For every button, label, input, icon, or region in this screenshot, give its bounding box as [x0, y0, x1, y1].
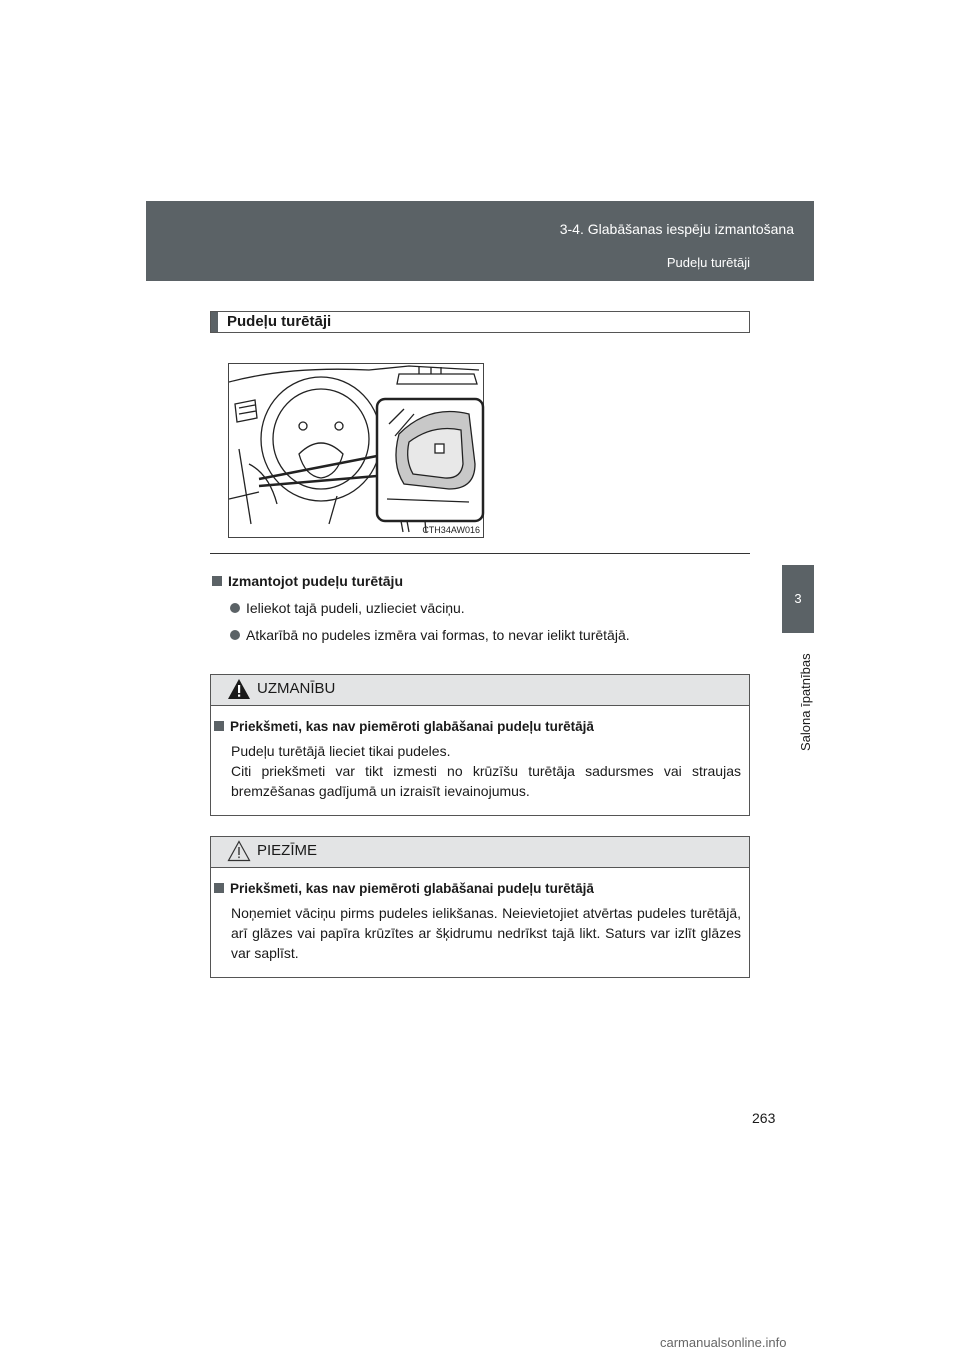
- caution-label: UZMANĪBU: [257, 680, 336, 697]
- list-item-text: Atkarībā no pudeles izmēra vai formas, to nevar ielikt turētājā.: [246, 627, 630, 643]
- chapter-tab-number: 3: [782, 565, 814, 633]
- caution-subheading-text: Priekšmeti, kas nav piemēroti glabāšanai pudeļu turētājā: [230, 719, 594, 734]
- usage-heading-text: Izmantojot pudeļu turētāju: [228, 573, 403, 589]
- list-item: [230, 600, 465, 616]
- chapter-tab-text: Salona īpatnības: [798, 653, 813, 751]
- round-bullet-icon: [230, 630, 240, 640]
- section-title-text: Pudeļu turētāji: [227, 313, 332, 330]
- section-name: Pudeļu turētāji: [666, 255, 750, 270]
- square-bullet-icon: [214, 883, 224, 893]
- notice-icon: [227, 840, 251, 862]
- page-number: 263: [752, 1110, 776, 1126]
- caution-header: [211, 675, 749, 706]
- notice-subheading-text: Priekšmeti, kas nav piemēroti glabāšanai pudeļu turētājā: [230, 881, 594, 896]
- figure-code: CTH34AW016: [422, 525, 480, 535]
- usage-heading: [212, 573, 403, 589]
- caution-body: [231, 741, 741, 801]
- caution-box: [210, 674, 750, 816]
- caution-line-2: Citi priekšmeti var tikt izmesti no krūzīšu turētāja sadursmes vai straujas bremzēšanas gadījumā un izraisīt ievainojumus.: [231, 763, 741, 799]
- warning-icon: [227, 678, 251, 700]
- list-item: [230, 627, 630, 643]
- notice-header: [211, 837, 749, 868]
- square-bullet-icon: [214, 721, 224, 731]
- chapter-title: 3-4. Glabāšanas iespēju izmantošana: [559, 221, 794, 237]
- notice-label: PIEZĪME: [257, 842, 318, 859]
- divider: [210, 553, 750, 554]
- round-bullet-icon: [230, 603, 240, 613]
- illustration-dashboard: [228, 363, 484, 538]
- caution-line-1: Pudeļu turētājā lieciet tikai pudeles.: [231, 743, 451, 759]
- chapter-header: [146, 201, 814, 281]
- caution-subheading: [214, 719, 594, 734]
- notice-body: Noņemiet vāciņu pirms pudeles ielikšanas. Neievietojiet atvērtas pudeles turētājā, arī glāzes vai papīra krūzītes ar šķidrumu nedrīkst tajā likt. Saturs var izlīt glāzes var saplīst.: [231, 905, 741, 961]
- list-item-text: Ieliekot tajā pudeli, uzlieciet vāciņu.: [246, 600, 465, 616]
- notice-box: [210, 836, 750, 978]
- footer-watermark: carmanualsonline.info: [660, 1335, 787, 1350]
- chapter-tab-label: [782, 633, 814, 753]
- section-title: [210, 311, 750, 333]
- dashboard-drawing: [229, 364, 485, 539]
- square-bullet-icon: [212, 576, 222, 586]
- section-title-marker: [211, 312, 218, 332]
- notice-subheading: [214, 881, 594, 896]
